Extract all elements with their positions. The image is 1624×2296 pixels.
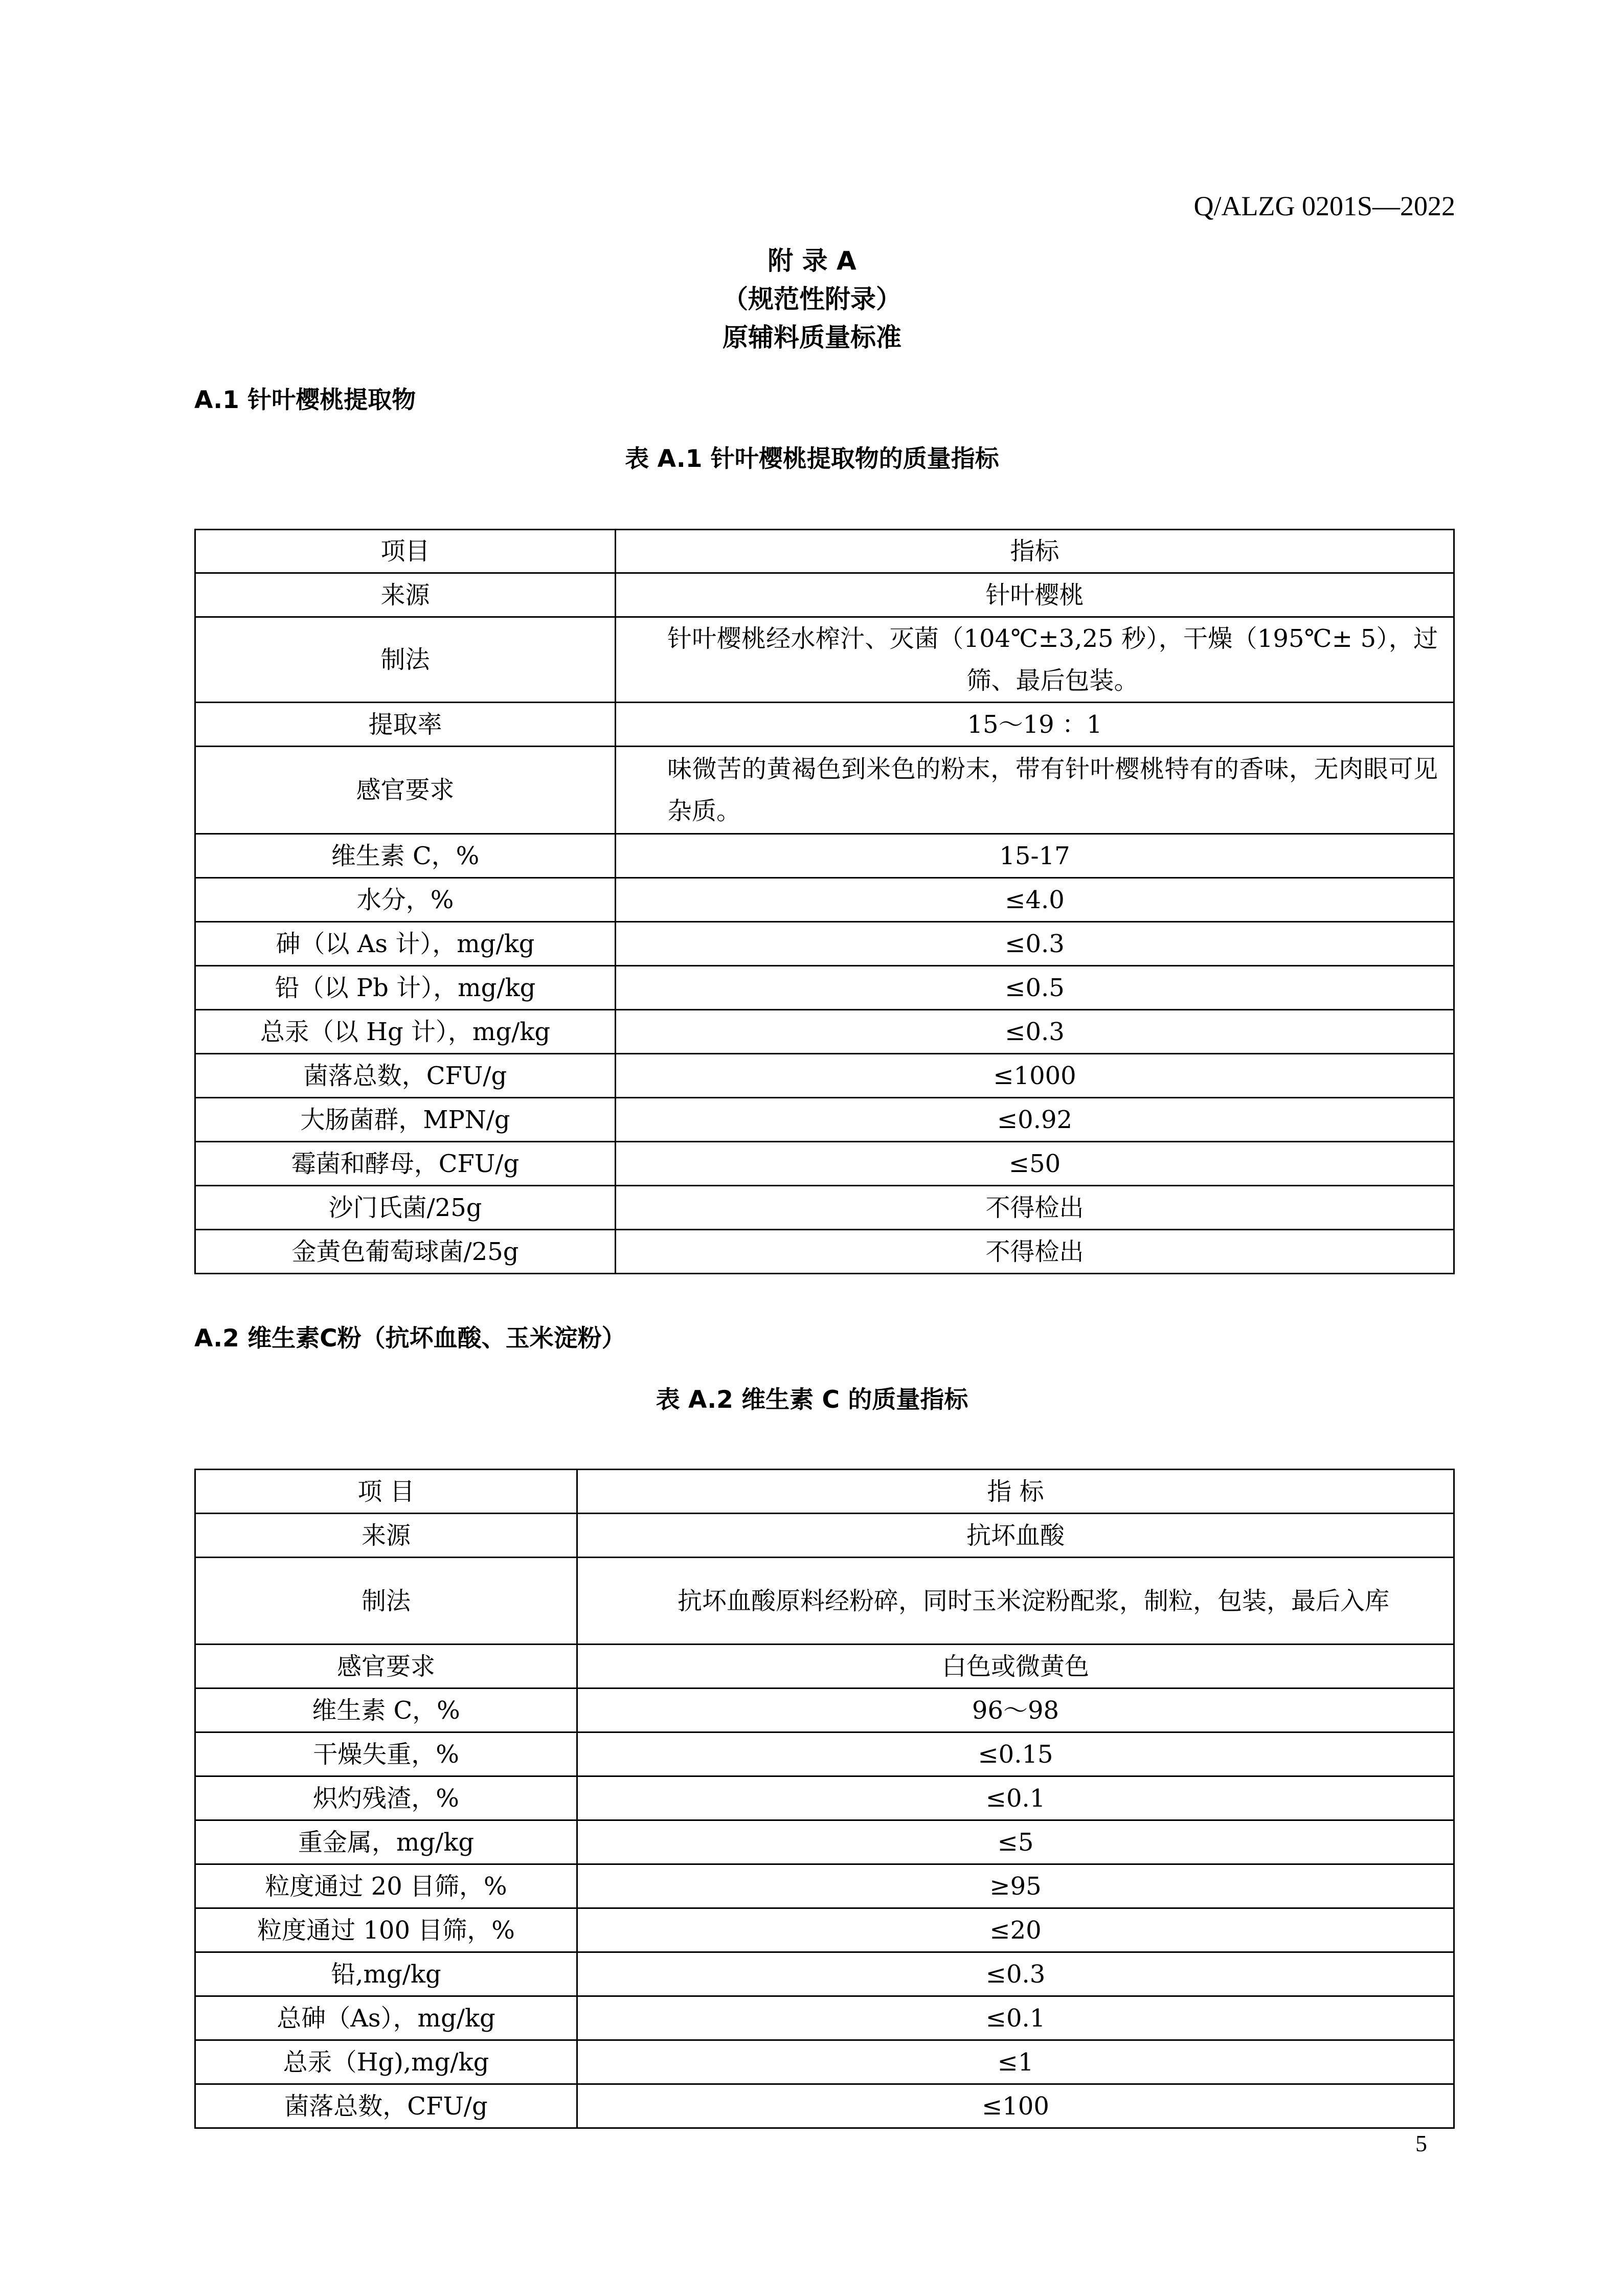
table-row (195, 617, 1454, 703)
row-item: 总砷（As），mg/kg (195, 1996, 577, 2040)
row-value: 针叶樱桃经水榨汁、灭菌（104℃±3,25 秒），干燥（195℃± 5），过筛、最后包装。 (616, 617, 1454, 703)
row-value: 针叶樱桃 (616, 573, 1454, 617)
table-row (195, 2084, 1454, 2128)
row-item: 菌落总数，CFU/g (195, 1054, 616, 1098)
row-item: 维生素 C，% (195, 834, 616, 878)
row-value: ≤50 (616, 1142, 1454, 1186)
table-a1 (194, 529, 1455, 1274)
row-value: ≤0.3 (616, 922, 1454, 966)
header-item: 项 目 (195, 1470, 577, 1514)
row-value: ≤0.1 (577, 1776, 1454, 1820)
section-a2-heading: A.2 维生素C粉（抗坏血酸、玉米淀粉） (194, 1324, 626, 1353)
page-number: 5 (1415, 2130, 1427, 2156)
table-row (195, 1864, 1454, 1908)
table-row (195, 747, 1454, 834)
row-item: 干燥失重，% (195, 1732, 577, 1776)
row-item: 来源 (195, 573, 616, 617)
row-value: 15-17 (616, 834, 1454, 878)
row-value: 96～98 (577, 1689, 1454, 1732)
row-value: 味微苦的黄褐色到米色的粉末，带有针叶樱桃特有的香味，无肉眼可见杂质。 (616, 747, 1454, 834)
row-value: 抗坏血酸 (577, 1514, 1454, 1558)
table-row (195, 1054, 1454, 1098)
row-item: 总汞（以 Hg 计），mg/kg (195, 1010, 616, 1054)
row-value: ≤0.3 (577, 1952, 1454, 1996)
table-row (195, 1732, 1454, 1776)
row-item: 制法 (195, 1558, 577, 1645)
row-item: 铅,mg/kg (195, 1952, 577, 1996)
table-row (195, 878, 1454, 922)
table-row (195, 1820, 1454, 1864)
row-item: 水分，% (195, 878, 616, 922)
table-row (195, 1186, 1454, 1230)
table-row (195, 966, 1454, 1010)
row-value: 15～19 ：1 (616, 703, 1454, 747)
table-row (195, 1776, 1454, 1820)
row-item: 制法 (195, 617, 616, 703)
row-value: 白色或微黄色 (577, 1645, 1454, 1689)
table-a2 (194, 1469, 1455, 2129)
row-value: ≤1000 (616, 1054, 1454, 1098)
row-item: 重金属，mg/kg (195, 1820, 577, 1864)
row-value: 不得检出 (616, 1186, 1454, 1230)
row-value: ≤100 (577, 2084, 1454, 2128)
row-value: ≤0.5 (616, 966, 1454, 1010)
row-item: 感官要求 (195, 747, 616, 834)
row-item: 金黄色葡萄球菌/25g (195, 1230, 616, 1274)
row-value: 抗坏血酸原料经粉碎，同时玉米淀粉配浆，制粒，包装，最后入库 (577, 1558, 1454, 1645)
table-row (195, 2040, 1454, 2084)
row-item: 来源 (195, 1514, 577, 1558)
row-value: 不得检出 (616, 1230, 1454, 1274)
row-value: ≤0.92 (616, 1098, 1454, 1142)
row-item: 铅（以 Pb 计），mg/kg (195, 966, 616, 1010)
table-row (195, 834, 1454, 878)
row-item: 大肠菌群，MPN/g (195, 1098, 616, 1142)
row-item: 菌落总数，CFU/g (195, 2084, 577, 2128)
row-item: 炽灼残渣，% (195, 1776, 577, 1820)
table-row (195, 1230, 1454, 1274)
row-item: 砷（以 As 计），mg/kg (195, 922, 616, 966)
table-row (195, 1010, 1454, 1054)
table-row (195, 1098, 1454, 1142)
row-item: 粒度通过 100 目筛，% (195, 1908, 577, 1952)
section-a1-heading: A.1 针叶樱桃提取物 (194, 386, 416, 414)
row-item: 提取率 (195, 703, 616, 747)
row-value: ≤0.3 (616, 1010, 1454, 1054)
row-value: ≤1 (577, 2040, 1454, 2084)
document-id: Q/ALZG 0201S—2022 (1193, 191, 1455, 221)
row-item: 沙门氏菌/25g (195, 1186, 616, 1230)
table-row (195, 1514, 1454, 1558)
table-row (195, 1952, 1454, 1996)
header-value: 指标 (616, 530, 1454, 573)
row-item: 感官要求 (195, 1645, 577, 1689)
table-header-row (195, 530, 1454, 573)
header-value: 指 标 (577, 1470, 1454, 1514)
table-row (195, 1142, 1454, 1186)
table-row (195, 1689, 1454, 1732)
row-item: 总汞（Hg),mg/kg (195, 2040, 577, 2084)
table-row (195, 1908, 1454, 1952)
appendix-heading: 原辅料质量标准 (723, 323, 901, 352)
table-row (195, 703, 1454, 747)
header-item: 项目 (195, 530, 616, 573)
row-value: ≥95 (577, 1864, 1454, 1908)
row-item: 霉菌和酵母，CFU/g (195, 1142, 616, 1186)
row-item: 粒度通过 20 目筛，% (195, 1864, 577, 1908)
table-header-row (195, 1470, 1454, 1514)
row-item: 维生素 C，% (195, 1689, 577, 1732)
appendix-subtitle: （规范性附录） (723, 284, 901, 314)
table-row (195, 1645, 1454, 1689)
table-row (195, 1558, 1454, 1645)
row-value: ≤0.15 (577, 1732, 1454, 1776)
appendix-title: 附 录 A (768, 246, 856, 276)
row-value: ≤4.0 (616, 878, 1454, 922)
table-row (195, 922, 1454, 966)
table-row (195, 573, 1454, 617)
table-a1-caption: 表 A.1 针叶樱桃提取物的质量指标 (625, 445, 999, 473)
row-value: ≤20 (577, 1908, 1454, 1952)
row-value: ≤0.1 (577, 1996, 1454, 2040)
table-row (195, 1996, 1454, 2040)
row-value: ≤5 (577, 1820, 1454, 1864)
table-a2-caption: 表 A.2 维生素 C 的质量指标 (656, 1386, 968, 1414)
